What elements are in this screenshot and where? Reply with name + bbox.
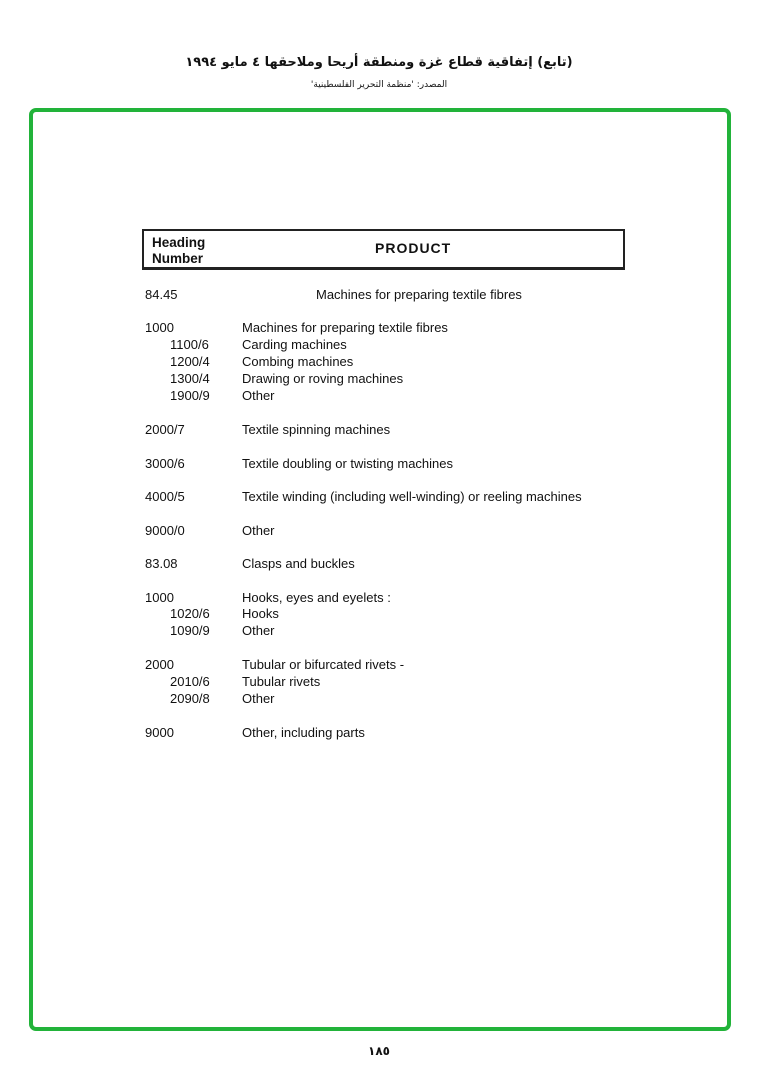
row-code: 84.45 bbox=[145, 287, 178, 302]
row-code: 1090/9 bbox=[170, 623, 210, 638]
row-desc: Textile winding (including well-winding) or reeling machines bbox=[242, 489, 582, 504]
document-title: (تابع) إتفاقية قطاع غزة ومنطقة أريحا وملاحقها ٤ مايو ١٩٩٤ bbox=[185, 55, 573, 70]
document-source: المصدر: 'منظمة التحرير الفلسطينية' bbox=[310, 80, 448, 90]
row-code: 1020/6 bbox=[170, 606, 210, 621]
row-desc: Other bbox=[242, 691, 275, 706]
row-desc: Other bbox=[242, 623, 275, 638]
row-desc: Combing machines bbox=[242, 354, 354, 369]
row-desc: Machines for preparing textile fibres bbox=[242, 320, 448, 335]
row-desc: Textile spinning machines bbox=[242, 422, 391, 437]
row-code: 1300/4 bbox=[170, 371, 210, 386]
row-desc: Drawing or roving machines bbox=[242, 371, 404, 386]
row-code: 2090/8 bbox=[170, 691, 210, 706]
row-desc: Machines for preparing textile fibres bbox=[316, 287, 522, 302]
row-code: 9000/0 bbox=[145, 523, 185, 538]
row-desc: Other, including parts bbox=[242, 725, 365, 740]
row-code: 3000/6 bbox=[145, 456, 185, 471]
row-code: 2010/6 bbox=[170, 674, 210, 689]
table-header bbox=[142, 229, 625, 270]
row-desc: Hooks bbox=[242, 606, 279, 621]
row-desc: Clasps and buckles bbox=[242, 556, 355, 571]
row-code: 2000 bbox=[145, 657, 174, 672]
row-code: 1900/9 bbox=[170, 388, 210, 403]
row-code: 1000 bbox=[145, 590, 174, 605]
heading-label-line2: Number bbox=[152, 251, 204, 266]
row-code: 4000/5 bbox=[145, 489, 185, 504]
heading-label-line1: Heading bbox=[152, 235, 206, 250]
row-desc: Textile doubling or twisting machines bbox=[242, 456, 453, 471]
product-label: PRODUCT bbox=[375, 240, 452, 256]
row-code: 9000 bbox=[145, 725, 174, 740]
row-desc: Tubular or bifurcated rivets - bbox=[242, 657, 405, 672]
row-code: 83.08 bbox=[145, 556, 178, 571]
row-desc: Carding machines bbox=[242, 337, 347, 352]
row-code: 2000/7 bbox=[145, 422, 185, 437]
row-code: 1200/4 bbox=[170, 354, 210, 369]
heading-number-label bbox=[152, 235, 232, 267]
row-code: 1000 bbox=[145, 320, 174, 335]
row-desc: Other bbox=[242, 388, 275, 403]
row-desc: Hooks, eyes and eyelets : bbox=[242, 590, 391, 605]
row-desc: Other bbox=[242, 523, 275, 538]
row-desc: Tubular rivets bbox=[242, 674, 321, 689]
page-number: ١٨٥ bbox=[368, 1044, 390, 1058]
row-code: 1100/6 bbox=[170, 337, 209, 352]
